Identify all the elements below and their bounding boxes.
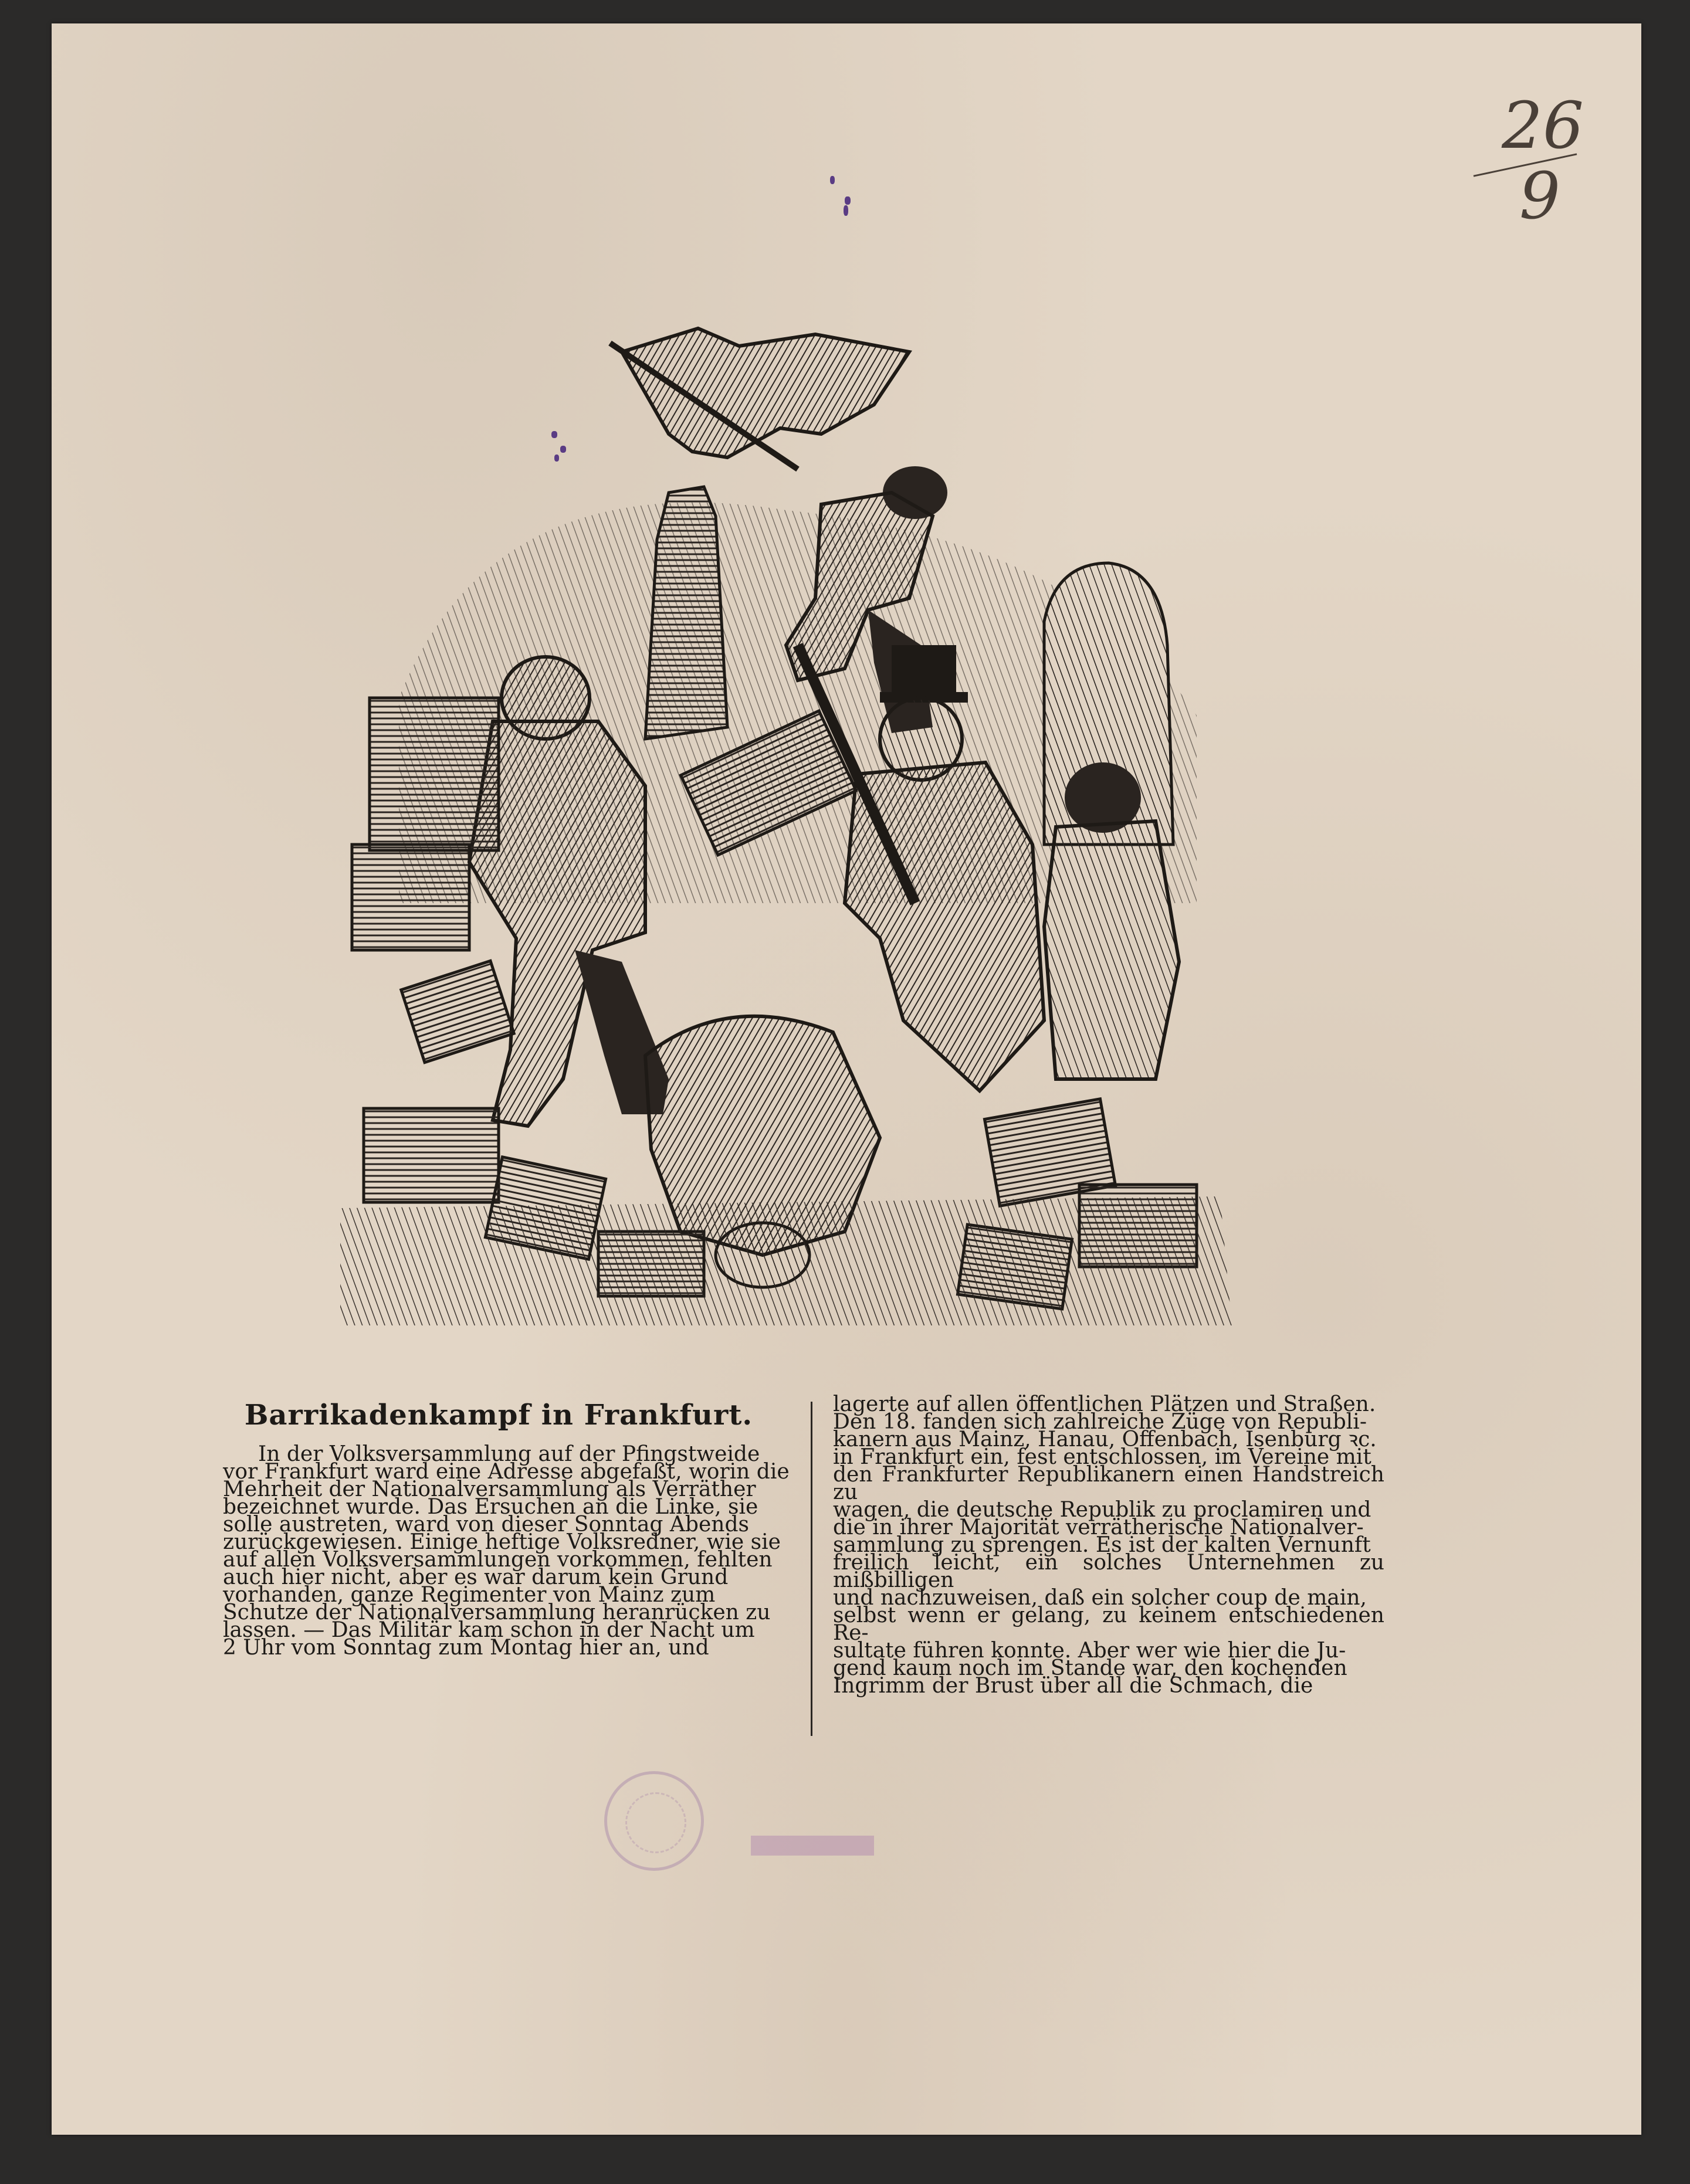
text-line: Schutze der Nationalversammlung heranrücken zu (223, 1600, 771, 1625)
text-line: wagen, die deutsche Republik zu proclamiren und (833, 1498, 1371, 1522)
ink-speck (844, 205, 848, 216)
text-line: freilich leicht, ein solches Unternehmen zu mißbilligen (833, 1551, 1384, 1592)
text-line: sammlung zu sprengen. Es ist der kalten Vernunft (833, 1533, 1371, 1557)
text-line: 2 Uhr vom Sonntag zum Montag hier an, und (223, 1636, 709, 1660)
text-line: auf allen Volksversammlungen vorkommen, fehlten (223, 1548, 773, 1572)
ink-speck (830, 176, 835, 184)
text-line: Ingrimm der Brust über all die Schmach, die (833, 1674, 1313, 1698)
article-column-left (223, 1442, 798, 1660)
text-line: zurückgewiesen. Einige heftige Volksredner, wie sie (223, 1530, 781, 1554)
library-stamp-round-inner (625, 1792, 686, 1853)
article-column-right (833, 1392, 1384, 1698)
text-line: vor Frankfurt ward eine Adresse abgefaßt, worin die (223, 1460, 790, 1484)
column-divider (811, 1402, 812, 1736)
folio-number-bottom: 9 (1519, 158, 1560, 233)
text-line: lassen. — Das Militär kam schon in der Nacht um (223, 1618, 755, 1642)
text-line: selbst wenn er gelang, zu keinem entschiedenen Re- (833, 1603, 1384, 1645)
text-line: den Frankfurter Republikanern einen Handstreich zu (833, 1463, 1384, 1504)
text-line: die in ihrer Majorität verrätherische Nationalver- (833, 1515, 1364, 1539)
text-line: Mehrheit der Nationalversammlung als Verräther (223, 1477, 756, 1501)
text-line: bezeichnet wurde. Das Ersuchen an die Linke, sie (223, 1495, 758, 1519)
text-line: und nachzuweisen, daß ein solcher coup de main, (833, 1586, 1367, 1610)
text-line: sultate führen konnte. Aber wer wie hier die Ju- (833, 1639, 1346, 1663)
ink-speck (845, 196, 851, 205)
barricade-woodcut-illustration (317, 317, 1255, 1343)
library-stamp-rectangular (751, 1836, 874, 1856)
text-line: gend kaum noch im Stande war, den kochenden (833, 1656, 1347, 1680)
text-line: in Frankfurt ein, fest entschlossen, im Vereine mit (833, 1445, 1371, 1469)
folio-number-top: 26 (1502, 88, 1584, 163)
text-line: auch hier nicht, aber es war darum kein Grund (223, 1565, 729, 1589)
text-line: Den 18. fanden sich zahlreiche Züge von Republi- (833, 1410, 1367, 1434)
text-line: vorhanden, ganze Regimenter von Mainz zum (223, 1583, 716, 1607)
article-title: Barrikadenkampf in Frankfurt. (244, 1399, 753, 1432)
text-line: lagerte auf allen öffentlichen Plätzen und Straßen. (833, 1392, 1376, 1416)
text-line: In der Volksversammlung auf der Pfingstweide (258, 1442, 760, 1466)
text-line: solle austreten, ward von dieser Sonntag Abends (223, 1512, 749, 1537)
text-line: kanern aus Mainz, Hanau, Offenbach, Isenburg ꝛc. (833, 1427, 1377, 1452)
